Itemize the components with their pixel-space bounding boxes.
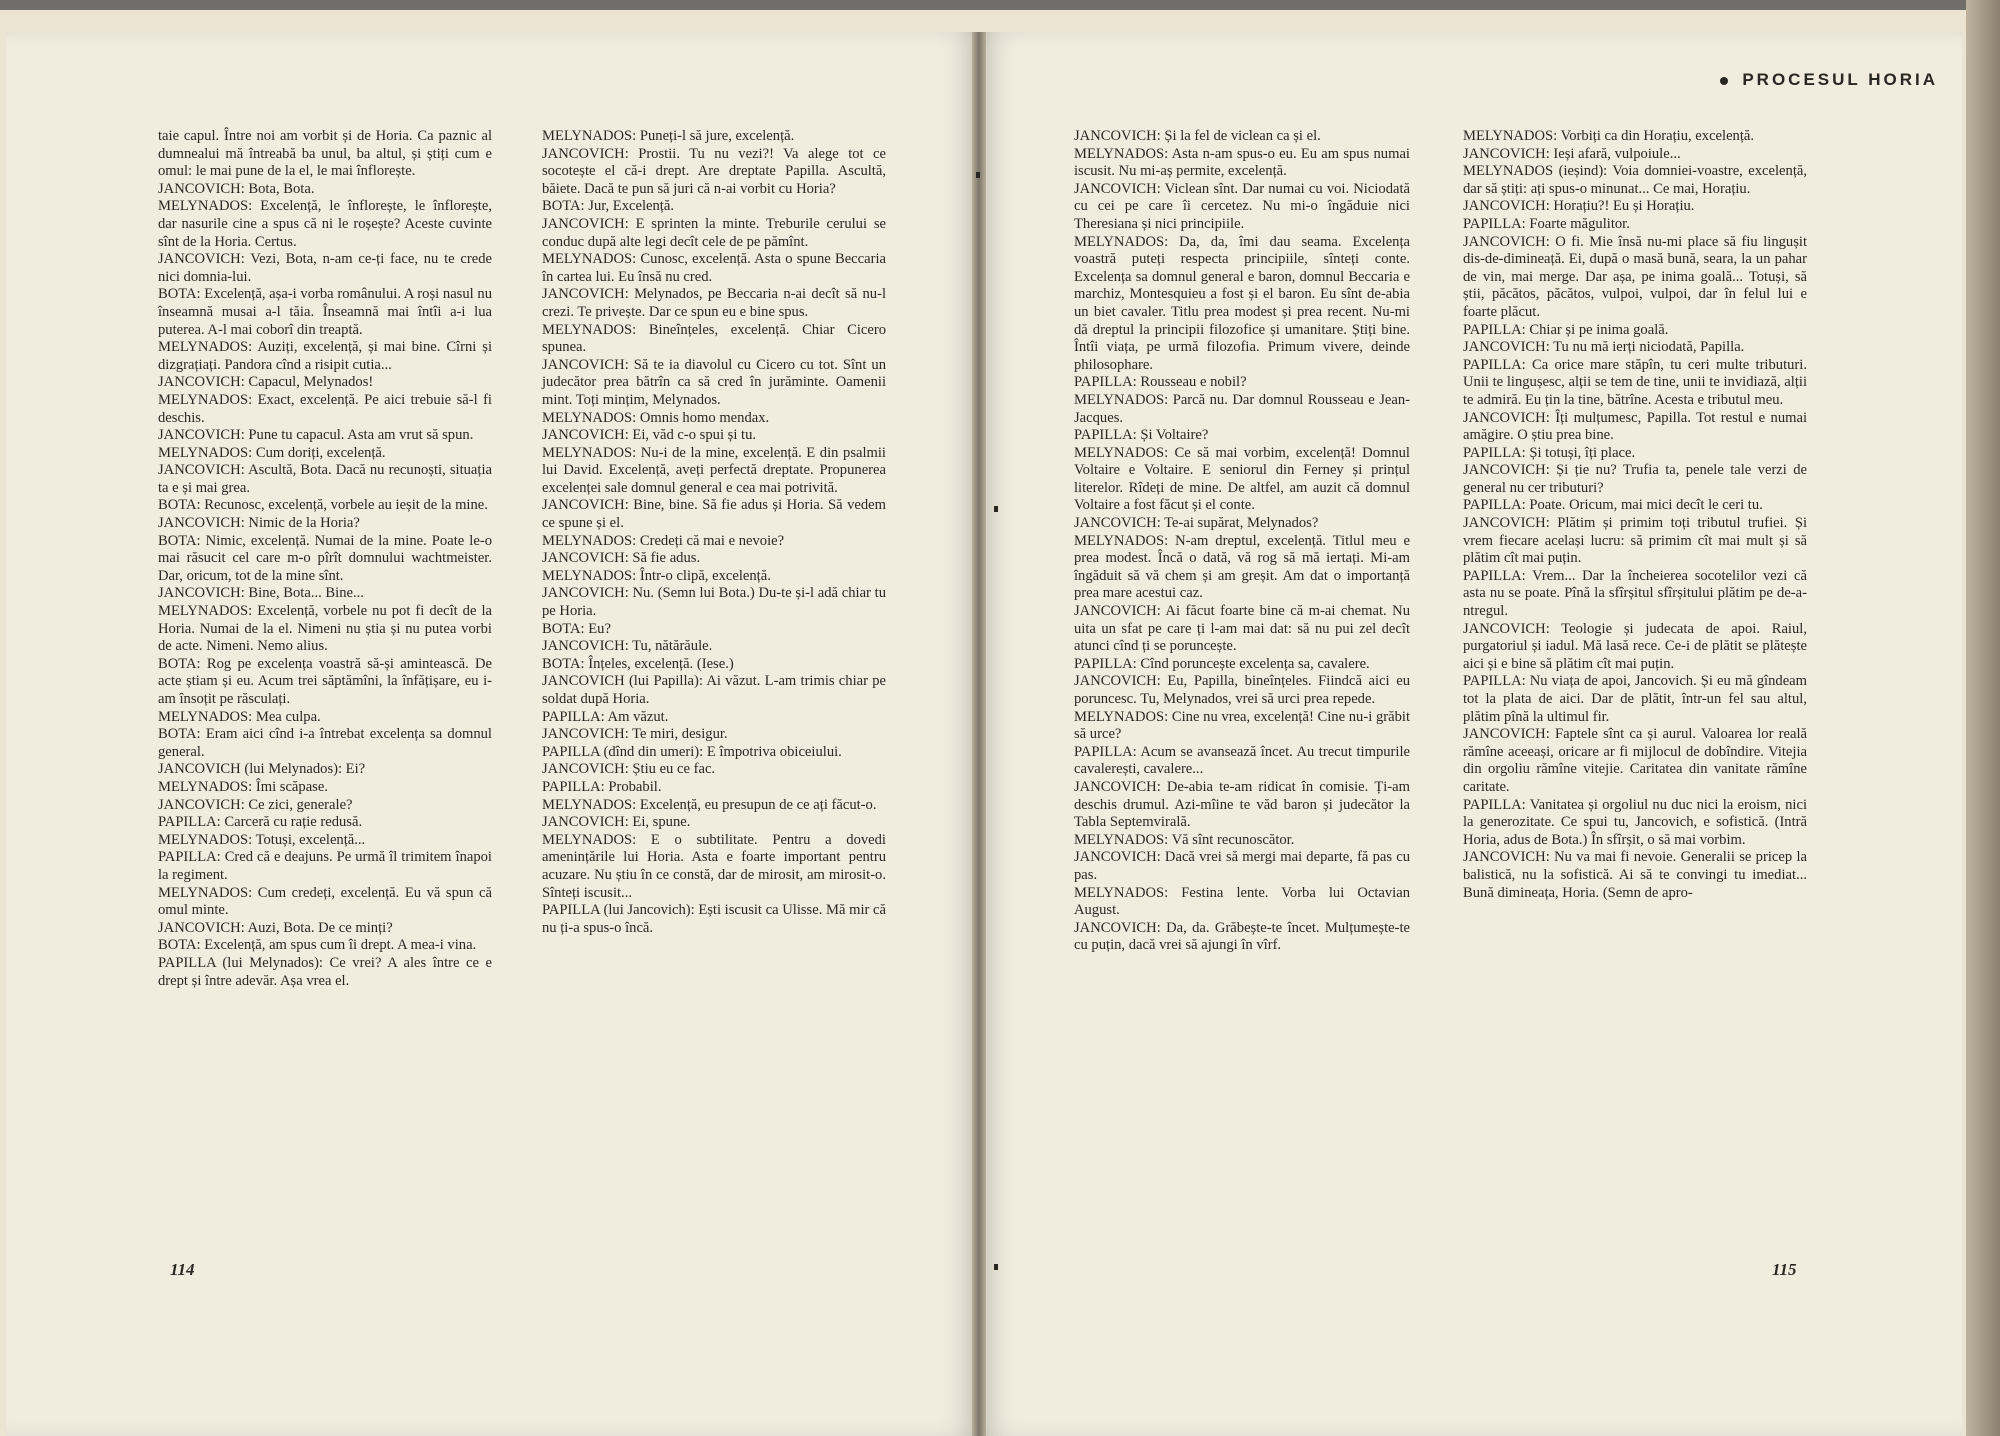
dialogue-line: BOTA: Rog pe excelența voastră să-și amintească. De acte știam și eu. Acum trei săptămîni, la înfățișare, eu i-am însoțit pe răsculați. — [158, 655, 492, 707]
dialogue-line: MELYNADOS: Vorbiți ca din Horațiu, excelență. — [1463, 128, 1755, 144]
dialogue-line: MELYNADOS: Cunosc, excelență. Asta o spune Beccaria în cartea lui. Eu însă nu cred. — [542, 251, 886, 285]
dialogue-line: BOTA: Excelență, am spus cum îi drept. A mea-i vina. — [158, 937, 477, 954]
dialogue-line: JANCOVICH: Teologie și judecata de apoi. Raiul, purgatoriul și iadul. Mă lasă rece. Ce-i de plătit se plătește aici și e bine să plătim cît mai puțin. — [1463, 620, 1807, 672]
dialogue-line: JANCOVICH: Auzi, Bota. De ce minți? — [158, 919, 393, 936]
dialogue-line: JANCOVICH: Și la fel de viclean ca și el. — [1074, 128, 1321, 144]
dialogue-line: MELYNADOS: Nu-i de la mine, excelență. E din psalmii lui David. Excelență, aveți perfectă dreptate. Propunerea excelenței sale domnul general e cea mai potrivită. — [542, 444, 886, 496]
dialogue-line: PAPILLA: Am văzut. — [542, 708, 669, 725]
dialogue-line: MELYNADOS: Auziți, excelență, și mai bine. Cîrni și dizgrațiați. Pandora cînd a risipit cutia... — [158, 339, 492, 373]
dialogue-line: JANCOVICH (lui Melynados): Ei? — [158, 761, 366, 778]
dialogue-line: MELYNADOS: Credeți că mai e nevoie? — [542, 532, 785, 549]
dialogue-line: JANCOVICH: Bota, Bota. — [158, 180, 315, 197]
dialogue-line: MELYNADOS: E o subtilitate. Pentru a dovedi amenințările lui Horia. Asta e foarte important pentru acuzare. Nu știu în ce constă, dar de mirosit, am mirosit-o. Sînteți iscusit... — [542, 831, 886, 901]
dialogue-line: JANCOVICH: Ei, văd c-o spui și tu. — [542, 427, 757, 444]
page-number-left: 114 — [170, 1260, 195, 1279]
running-header — [1720, 70, 1938, 90]
dialogue-line: JANCOVICH: O fi. Mie însă nu-mi place să fiu lingușit dis-de-dimineață. Ei, după o masă bună, seara, la un pahar de vin, mai merge. Dar așa, pe inima goală... Totuși, să știi, păcătos, păcătos, vulpoi, vulpoi, dar în felul lui e foarte plăcut. — [1463, 233, 1807, 320]
dialogue-line: PAPILLA: Nu viața de apoi, Jancovich. Și eu mă gîndeam tot la plata de aici. Dar de plătit, într-un fel sau altul, plătim pînă la ultimul fir. — [1463, 673, 1807, 725]
dialogue-line: PAPILLA: Rousseau e nobil? — [1074, 374, 1247, 391]
dialogue-line: JANCOVICH: Capacul, Melynados! — [158, 374, 374, 391]
dialogue-line: JANCOVICH: Știu eu ce fac. — [542, 761, 716, 778]
dialogue-line: PAPILLA: Și totuși, îți place. — [1463, 444, 1636, 461]
dialogue-line: PAPILLA: Acum se avansează încet. Au trecut timpurile cavalerești, cavalere... — [1074, 743, 1410, 778]
dialogue-line: JANCOVICH: Dacă vrei să mergi mai departe, fă pas cu pas. — [1074, 849, 1410, 883]
dialogue-line: PAPILLA (lui Jancovich): Ești iscusit ca Ulisse. Mă mir că nu ți-a spus-o încă. — [542, 902, 886, 936]
gutter-mark — [976, 172, 980, 178]
dialogue-line: JANCOVICH: Horațiu?! Eu și Horațiu. — [1463, 198, 1695, 215]
dialogue-line: MELYNADOS: Ce să mai vorbim, excelență! Domnul Voltaire e Voltaire. E seniorul din Ferney și prințul literelor. Rîdeți de mine. De altfel, am auzit că domnul Voltaire a fost făcut și el conte. — [1074, 444, 1410, 514]
dialogue-line: JANCOVICH: Prostii. Tu nu vezi?! Va alege tot ce socotește el că-i drept. Are dreptate Papilla. Ascultă, băiete. Dacă te pun să juri că n-ai vorbit cu Horia? — [542, 145, 886, 197]
dialogue-line: MELYNADOS: Excelență, le înflorește, le înflorește, dar nasurile cine a spus că ni le roșește? Aceste cuvinte sînt de la Horia. Certus. — [158, 198, 492, 250]
dialogue-line: JANCOVICH: Ei, spune. — [542, 814, 691, 831]
dialogue-line: JANCOVICH: Eu, Papilla, bineînțeles. Fiindcă aici eu poruncesc. Tu, Melynados, vrei să urci prea repede. — [1074, 673, 1410, 707]
dialogue-line: MELYNADOS: Bineînțeles, excelență. Chiar Cicero spunea. — [542, 321, 886, 356]
dialogue-line: JANCOVICH: Îți mulțumesc, Papilla. Tot restul e numai amăgire. O știu prea bine. — [1463, 409, 1807, 444]
dialogue-line: JANCOVICH: Să fie adus. — [542, 550, 701, 567]
dialogue-line: MELYNADOS: Festina lente. Vorba lui Octavian August. — [1074, 884, 1410, 919]
gutter-mark — [994, 506, 998, 512]
dialogue-line: BOTA: Jur, Excelență. — [542, 198, 674, 215]
dialogue-line: MELYNADOS: Excelență, vorbele nu pot fi decît de la Horia. Numai de la el. Nimeni nu știa și nu putea vorbi de acte. Nimeni. Nemo alius. — [158, 603, 492, 655]
dialogue-line: MELYNADOS: N-am dreptul, excelență. Titlul meu e prea modest. Încă o dată, vă rog să mă iertați. Mi-am îngăduit să vă chem și am greșit. Am dat o importanță prea mare acestui caz. — [1074, 532, 1410, 602]
book-edge — [1966, 0, 2000, 1436]
page-number-right: 115 — [1772, 1260, 1797, 1279]
dialogue-line: MELYNADOS: Totuși, excelență... — [158, 831, 366, 848]
dialogue-line: JANCOVICH: Ai făcut foarte bine că m-ai chemat. Nu uita un sfat pe care ți l-am mai dat: să nu pui zel decît atunci cînd ți se poruncește. — [1074, 603, 1410, 655]
dialogue-line: MELYNADOS: Parcă nu. Dar domnul Rousseau e Jean-Jacques. — [1074, 391, 1410, 426]
dialogue-line: MELYNADOS: Cine nu vrea, excelență! Cine nu-i grăbit să urce? — [1074, 708, 1410, 743]
bullet-icon — [1720, 77, 1728, 85]
dialogue-line: PAPILLA: Cînd poruncește excelența sa, cavalere. — [1074, 655, 1370, 672]
dialogue-line: JANCOVICH: Tu nu mă ierți niciodată, Papilla. — [1463, 339, 1745, 356]
dialogue-line: BOTA: Înțeles, excelență. (Iese.) — [542, 655, 734, 672]
dialogue-line: MELYNADOS: Îmi scăpase. — [158, 778, 328, 795]
dialogue-line: JANCOVICH: Bine, Bota... Bine... — [158, 585, 364, 602]
dialogue-line: JANCOVICH: Bine, bine. Să fie adus și Horia. Să vedem ce spune și el. — [542, 497, 886, 532]
dialogue-line: JANCOVICH: Plătim și primim toți tributul trufiei. Și vrem fiecare același lucru: să primim cît mai mult și să plătim cît mai puțin. — [1463, 515, 1807, 567]
dialogue-line: JANCOVICH: Pune tu capacul. Asta am vrut să spun. — [158, 427, 474, 444]
dialogue-line: PAPILLA: Probabil. — [542, 778, 662, 795]
dialogue-line: PAPILLA: Poate. Oricum, mai mici decît le ceri tu. — [1463, 497, 1763, 514]
dialogue-line: JANCOVICH: Ieși afară, vulpoiule... — [1463, 145, 1681, 162]
dialogue-line: JANCOVICH (lui Papilla): Ai văzut. L-am trimis chiar pe soldat după Horia. — [542, 673, 886, 707]
dialogue-line: JANCOVICH: Vezi, Bota, n-am ce-ți face, nu te crede nici domnia-lui. — [158, 251, 492, 285]
dialogue-line: MELYNADOS (ieșind): Voia domniei-voastre, excelență, dar să știți: ați spus-o minunat... Ce mai, Horațiu. — [1463, 163, 1807, 197]
gutter-mark — [994, 1264, 998, 1270]
dialogue-line: MELYNADOS: Excelență, eu presupun de ce ați făcut-o. — [542, 796, 877, 813]
dialogue-line: JANCOVICH: Și ție nu? Trufia ta, penele tale verzi de general nu cer tributuri? — [1463, 462, 1807, 496]
column-1 — [158, 128, 492, 990]
dialogue-line: taie capul. Între noi am vorbit și de Horia. Ca paznic al dumnealui mă întreabă ba unul, ba altul, și știți cum e omul: le mai pune de la el, le mai înflorește. — [158, 128, 492, 180]
column-4 — [1463, 128, 1807, 902]
dialogue-line: MELYNADOS: Exact, excelență. Pe aici trebuie să-l fi deschis. — [158, 391, 492, 426]
dialogue-line: JANCOVICH: Să te ia diavolul cu Cicero cu tot. Sînt un judecător prea bătrîn ca să cred în jurăminte. Oamenii mint. Toți mințim, Melynados. — [542, 356, 886, 408]
dialogue-line: PAPILLA: Chiar și pe inima goală. — [1463, 321, 1669, 338]
dialogue-line: JANCOVICH: Ascultă, Bota. Dacă nu recunoști, situația ta e și mai grea. — [158, 462, 492, 496]
dialogue-line: JANCOVICH: Da, da. Grăbește-te încet. Mulțumește-te cu puțin, dacă vrei să ajungi în vîrf. — [1074, 919, 1410, 954]
column-2 — [542, 128, 886, 937]
dialogue-line: JANCOVICH: Te-ai supărat, Melynados? — [1074, 515, 1319, 532]
dialogue-line: JANCOVICH: Nu. (Semn lui Bota.) Du-te și-l adă chiar tu pe Horia. — [542, 585, 886, 620]
book-gutter — [972, 32, 986, 1436]
dialogue-line: PAPILLA: Ca orice mare stăpîn, tu ceri multe tributuri. Unii te lingușesc, alții se tem de tine, unii te invidiază, alții te admiră. Eu țin la tine, bătrîne. Acesta e tributul meu. — [1463, 356, 1807, 408]
dialogue-line: PAPILLA: Foarte măgulitor. — [1463, 215, 1630, 232]
dialogue-line: PAPILLA: Carceră cu rație redusă. — [158, 814, 363, 831]
column-3 — [1074, 128, 1410, 955]
running-header-title: PROCESUL HORIA — [1742, 70, 1938, 89]
dialogue-line: JANCOVICH: Faptele sînt ca și aurul. Valoarea lor reală rămîne aceeași, oricare ar fi mijlocul de dobîndire. Vitejia din orgoliu rămîne vitejie. Caritatea din vanitate rămîne caritate. — [1463, 726, 1807, 795]
dialogue-line: MELYNADOS: Puneți-l să jure, excelență. — [542, 128, 795, 144]
dialogue-line: JANCOVICH: De-abia te-am ridicat în comisie. Ți-am deschis drumul. Azi-mîine te văd baron și judecător la Tabla Septemvirală. — [1074, 778, 1410, 831]
dialogue-line: MELYNADOS: Cum doriți, excelență. — [158, 444, 386, 461]
dialogue-line: PAPILLA (lui Melynados): Ce vrei? A ales între ce e drept și între adevăr. Așa vrea el. — [158, 954, 492, 989]
dialogue-line: JANCOVICH: Viclean sînt. Dar numai cu voi. Niciodată cu cei pe care îi cercetez. Nu mi-o îngăduie nici Theresiana și nici principiile. — [1074, 180, 1410, 232]
dialogue-line: BOTA: Recunosc, excelență, vorbele au ieșit de la mine. — [158, 497, 488, 514]
dialogue-line: PAPILLA: Vanitatea și orgoliul nu duc nici la eroism, nici la generozitate. Ce spui tu, Jancovich, e sofistică. (Intră Horia, adus de Bota.) În sfîrșit, o să mai vorbim. — [1463, 796, 1807, 848]
dialogue-line: JANCOVICH: Nimic de la Horia? — [158, 515, 360, 532]
dialogue-line: JANCOVICH: Nu va mai fi nevoie. Generalii se pricep la balistică, nu la sofistică. Ai să te convingi tu imediat... Bună dimineața, Horia. (Semn de apro- — [1463, 849, 1807, 901]
dialogue-line: BOTA: Nimic, excelență. Numai de la mine. Poate le-o mai răsucit cel care m-o pîrît domnului wachtmeister. Dar, oricum, tot de la mine sînt. — [158, 532, 492, 584]
dialogue-line: JANCOVICH: E sprinten la minte. Treburile cerului se conduc după alte legi decît cele de pe pămînt. — [542, 215, 886, 250]
dialogue-line: MELYNADOS: Într-o clipă, excelență. — [542, 567, 771, 584]
dialogue-line: MELYNADOS: Cum credeți, excelență. Eu vă spun că omul minte. — [158, 884, 492, 919]
dialogue-line: JANCOVICH: Melynados, pe Beccaria n-ai decît să nu-l crezi. Te privește. Dar ce spun eu e bine spus. — [542, 286, 886, 320]
dialogue-line: PAPILLA: Vrem... Dar la încheierea socotelilor vezi că asta nu se poate. Pînă la sfîrșitul sfîrșitului plătim pe de-a-ntregul. — [1463, 567, 1807, 620]
dialogue-line: MELYNADOS: Omnis homo mendax. — [542, 409, 770, 426]
dialogue-line: PAPILLA: Și Voltaire? — [1074, 427, 1209, 444]
dialogue-line: BOTA: Eu? — [542, 620, 611, 637]
dialogue-line: JANCOVICH: Tu, nătărăule. — [542, 638, 713, 655]
dialogue-line: PAPILLA (dînd din umeri): E împotriva obiceiului. — [542, 743, 842, 760]
dialogue-line: MELYNADOS: Da, da, îmi dau seama. Excelența voastră puteți respecta principiile, sînteți conte. Excelența sa domnul general e baron, domnul Beccaria e marchiz, Montesquieu a fost și el baron. Eu sînt de-abia un biet cavaler. Titlu prea modest și prea recent. Nu-mi dă dreptul la principii filozofice și umanitare. Știți bine. Întîi viața, pe urmă filozofia. Primum vivere, deinde philosophare. — [1074, 233, 1410, 373]
dialogue-line: BOTA: Excelență, așa-i vorba românului. A roși nasul nu înseamnă musai a-l tăia. Înseamnă mai întîi a-i lua puterea. A-l mai coborî din treaptă. — [158, 286, 492, 338]
dialogue-line: JANCOVICH: Te miri, desigur. — [542, 726, 728, 743]
dialogue-line: PAPILLA: Cred că e deajuns. Pe urmă îl trimitem înapoi la regiment. — [158, 849, 492, 883]
dialogue-line: MELYNADOS: Vă sînt recunoscător. — [1074, 831, 1295, 848]
dialogue-line: MELYNADOS: Asta n-am spus-o eu. Eu am spus numai iscusit. Nu mi-aș permite, excelență. — [1074, 145, 1410, 180]
dialogue-line: MELYNADOS: Mea culpa. — [158, 708, 321, 725]
dialogue-line: JANCOVICH: Ce zici, generale? — [158, 796, 353, 813]
dialogue-line: BOTA: Eram aici cînd i-a întrebat excelența sa domnul general. — [158, 726, 492, 760]
